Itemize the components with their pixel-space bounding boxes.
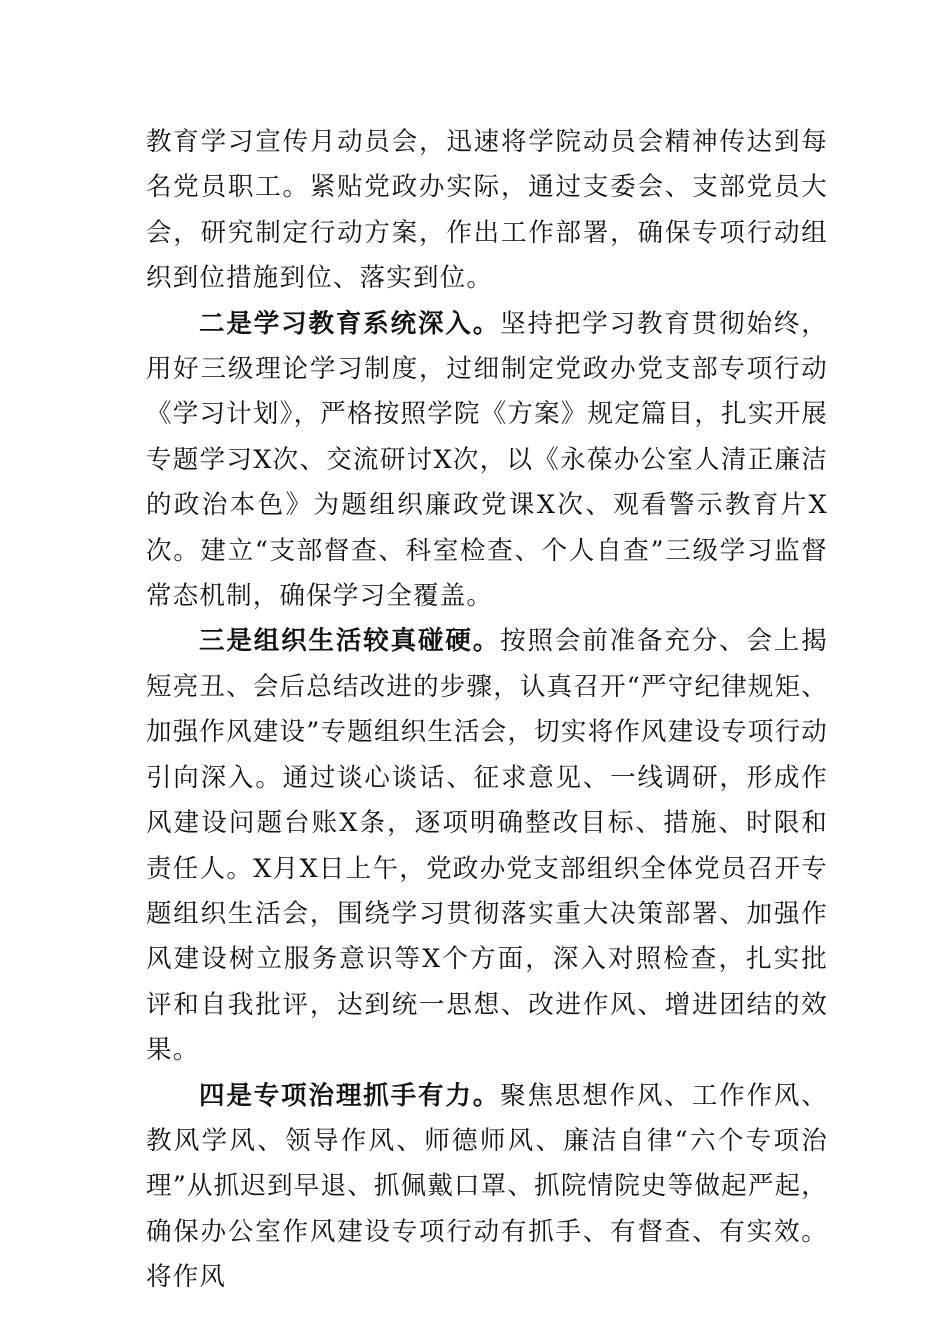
- paragraph-lead: 三是组织生活较真碰硬。: [199, 626, 501, 657]
- paragraph-lead: 二是学习教育系统深入。: [199, 308, 501, 339]
- paragraph-study-education: [146, 302, 828, 620]
- paragraph-text: 教育学习宣传月动员会，迅速将学院动员会精神传达到每名党员职工。紧贴党政办实际，通过支委会、支部党员大会，研究制定行动方案，作出工作部署，确保专项行动组织到位措施到位、落实到位。: [146, 127, 828, 294]
- paragraph-lead: 四是专项治理抓手有力。: [199, 1080, 501, 1111]
- paragraph-text: 聚焦思想作风、工作作风、教风学风、领导作风、师德师风、廉洁自律“六个专项治理”从抓迟到早退、抓佩戴口罩、抓院情院史等做起严起，确保办公室作风建设专项行动有抓手、有督查、有实效。将作风: [146, 1080, 829, 1293]
- paragraph-organization-life: [146, 619, 828, 1073]
- paragraph-continued-intro: [146, 120, 828, 302]
- paragraph-text: 按照会前准备充分、会上揭短亮丑、会后总结改进的步骤，认真召开“严守纪律规矩、加强作风建设”专题组织生活会，切实将作风建设专项行动引向深入。通过谈心谈话、征求意见、一线调研，形成作风建设问题台账X条，逐项明确整改目标、措施、时限和责任人。X月X日上午，党政办党支部组织全体党员召开专题组织生活会，围绕学习贯彻落实重大决策部署、加强作风建设树立服务意识等X个方面，深入对照检查，扎实批评和自我批评，达到统一思想、改进作风、增进团结的效果。: [146, 626, 829, 1066]
- paragraph-special-governance: [146, 1074, 828, 1301]
- paragraph-text: 坚持把学习教育贯彻始终，用好三级理论学习制度，过细制定党政办党支部专项行动《学习计划》，严格按照学院《方案》规定篇目，扎实开展专题学习X次、交流研讨X次，以《永葆办公室人清正廉洁的政治本色》为题组织廉政党课X次、观看警示教育片X次。建立“支部督查、科室检查、个人自查”三级学习监督常态机制，确保学习全覆盖。: [146, 308, 829, 612]
- document-body: [146, 120, 828, 1301]
